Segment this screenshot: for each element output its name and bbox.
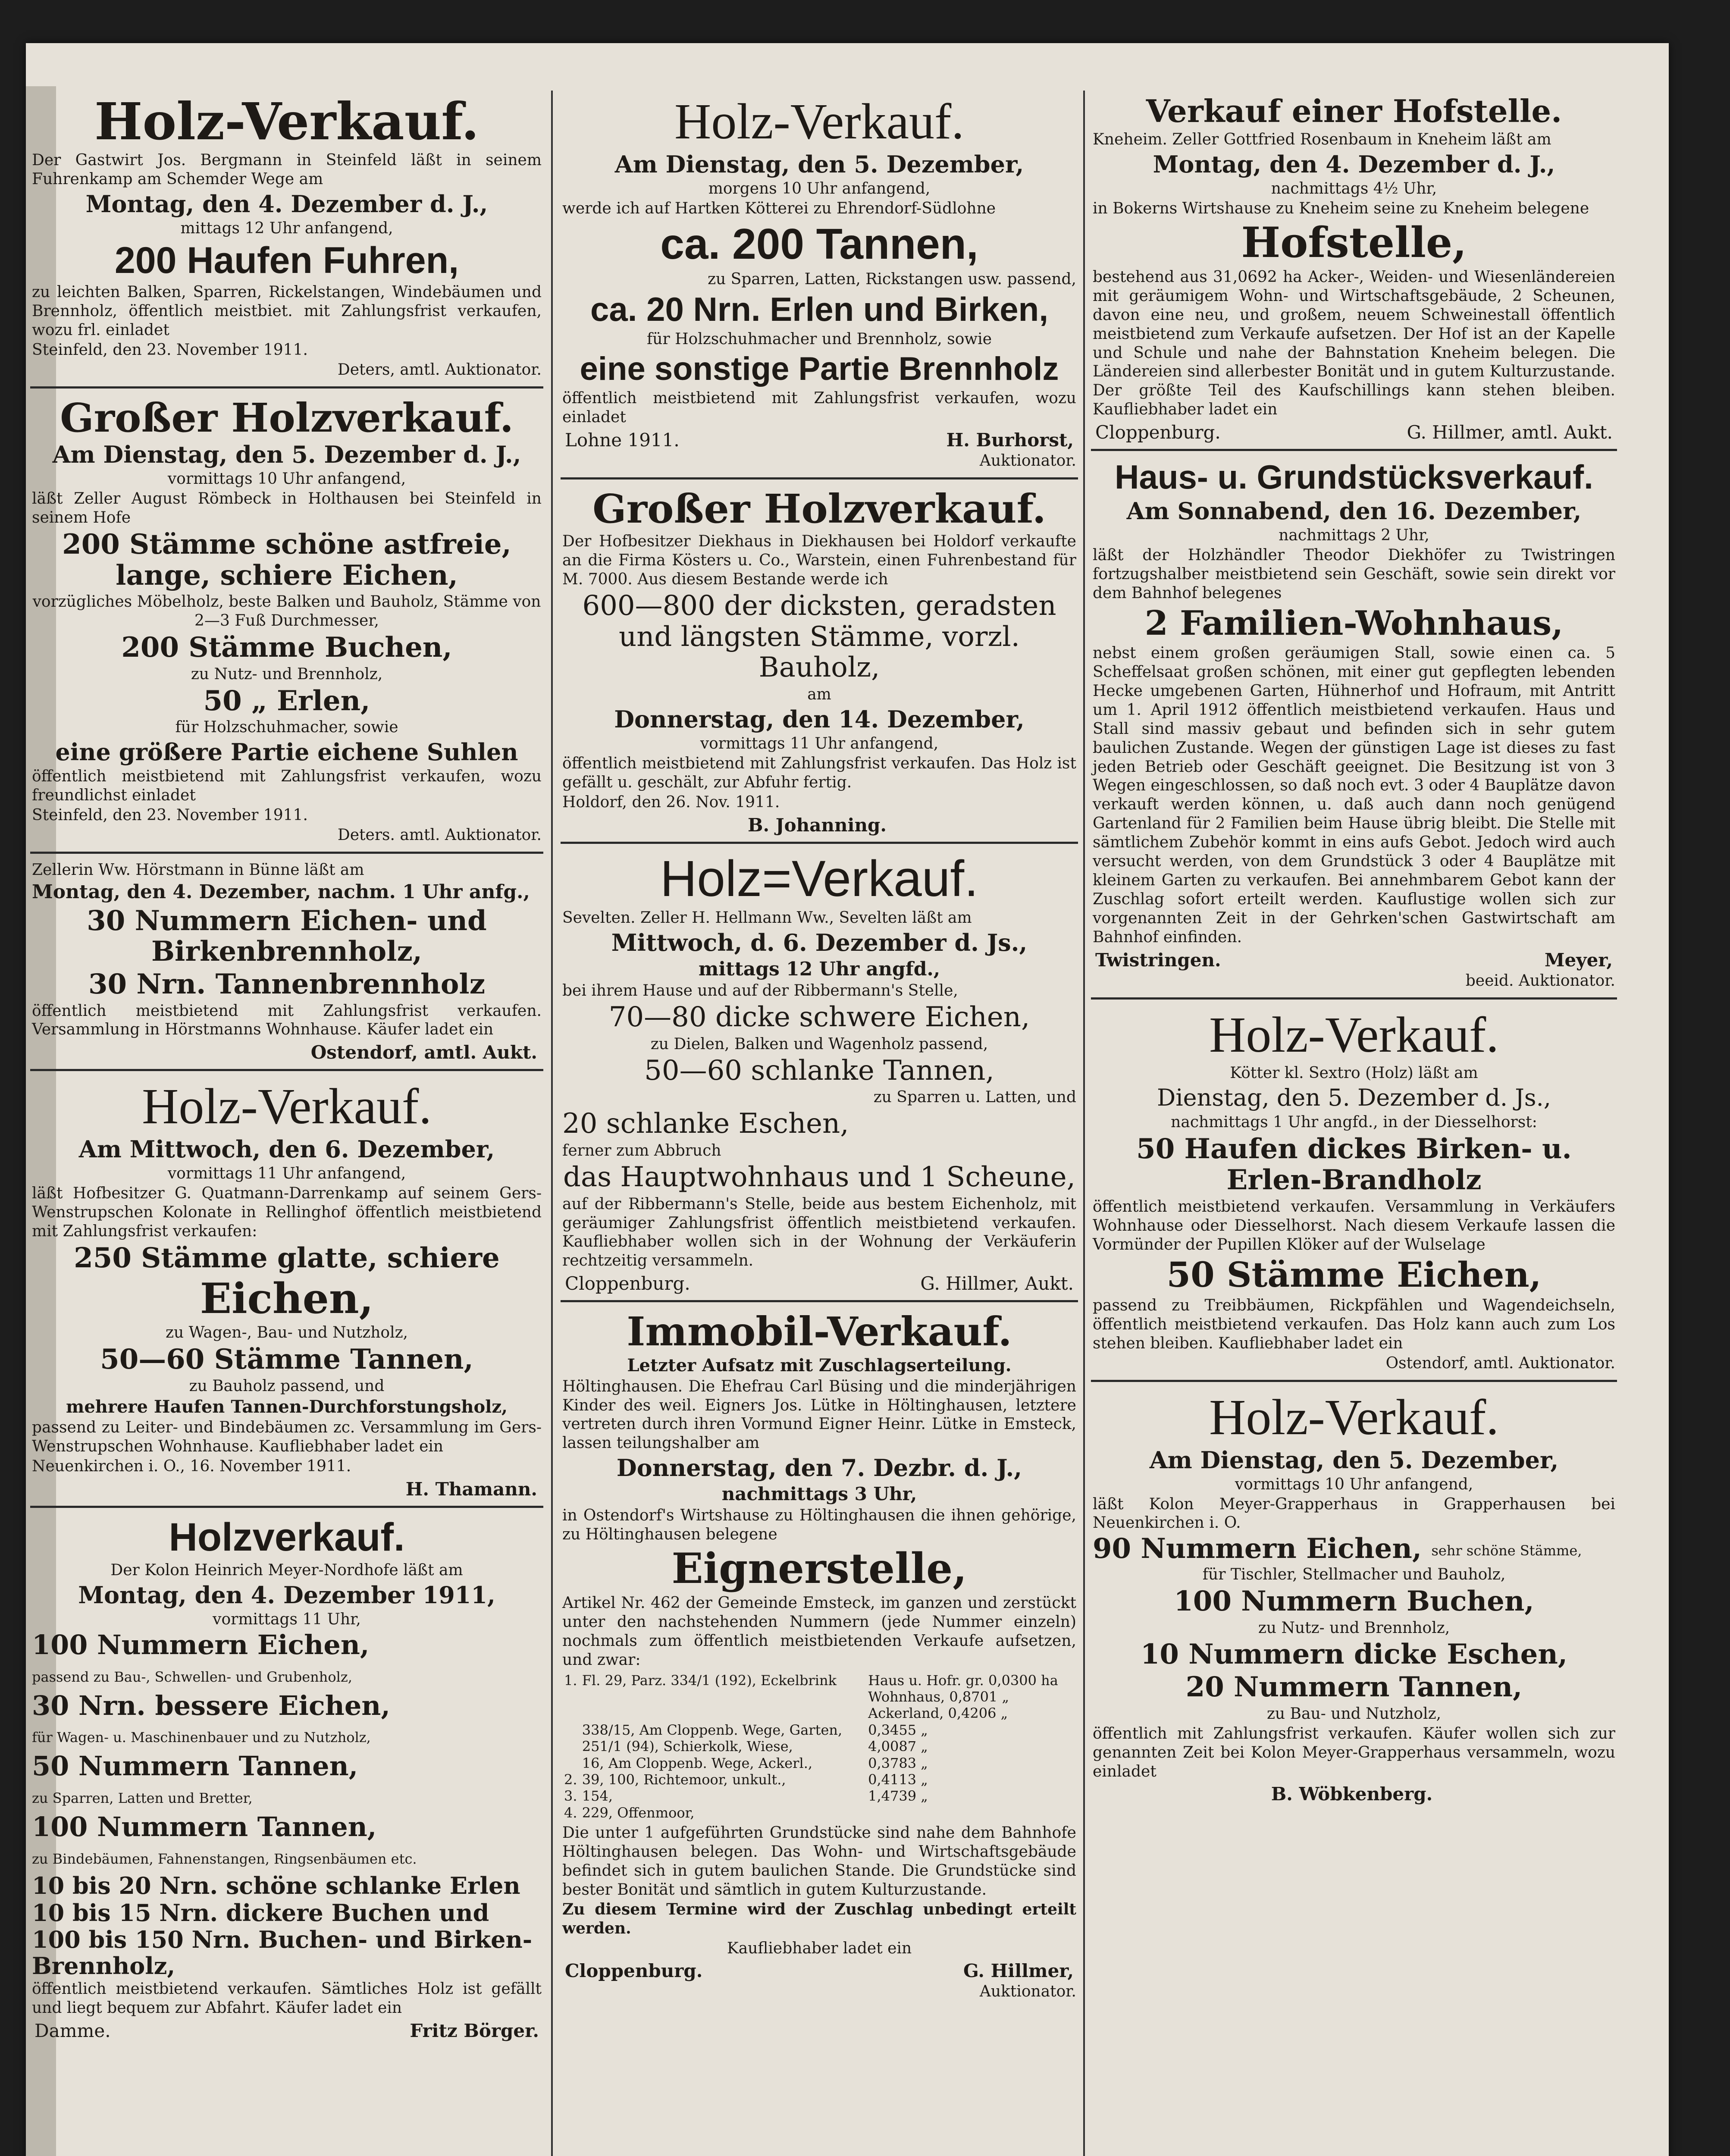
ad-headline: ca. 20 Nrn. Erlen und Birken, [590, 290, 1048, 328]
ad-signature: B. Wöbkenberg. [1271, 1783, 1433, 1805]
ad-time: vormittags 10 Uhr anfangend, [167, 470, 406, 488]
ad-item: 50 Haufen dickes Birken- u. Erlen-Brandholz [1136, 1133, 1572, 1197]
parcel-table [562, 1672, 1076, 1821]
ad-signature-row [565, 1273, 1074, 1294]
ad-body: bestehend aus 31,0692 ha Acker-, Weiden- und Wiesenländereien mit geräumigem Wohn- und Wirtschaftsgebäude, 2 Scheunen, davon eine neu, und großem, neuem Schweinestall öffentlich meistbietend zum Verkaufe aufsetzen. Der Hof ist an der Kapelle und Schule und nahe der Bahnstation Kneheim belegen. Die Ländereien sind allerbester Bonität und in gutem Kulturzustande. Der größte Teil des Kaufschillings kann stehen bleiben. Kaufliebhaber ladet ein [1093, 268, 1615, 419]
ad-time: vormittags 11 Uhr anfangend, [167, 1165, 406, 1183]
ad-time: nachmittags 1 Uhr angfd., in der Diesselhorst: [1171, 1113, 1537, 1131]
column-left [30, 91, 543, 2156]
ad-intro: läßt Hofbesitzer G. Quatmann-Darrenkamp auf seinem Gers-Wenstrupschen Kolonate in Rellinghof öffentlich meistbietend mit Zahlungsfrist verkaufen: [32, 1185, 542, 1241]
ad-emphasis: Zu diesem Termine wird der Zuschlag unbedingt erteilt werden. [562, 1900, 1076, 1937]
ad-body: Die unter 1 aufgeführten Grundstücke sind nahe dem Bahnhofe Höltinghausen belegen. Das Wohn- und Wirtschaftsgebäude befindet sich in gutem baulichen Stande. Die Grundstücke sind bester Bonität und sämtlich in gutem Kulturzustande. [562, 1824, 1076, 1899]
ad-headline: ca. 200 Tannen, [660, 219, 978, 268]
ad-title: Verkauf einer Hofstelle. [1146, 93, 1562, 129]
ad-title: Holz-Verkauf. [674, 93, 964, 150]
table-row: 251/1 (94), Schierkolk, Wiese, 4,0087 „ [582, 1738, 928, 1755]
ad-time: morgens 10 Uhr anfangend, [708, 179, 931, 197]
ad-signature: Meyer, [1544, 949, 1613, 971]
ad-signature: G. Hillmer, [963, 1960, 1074, 1982]
ad-verkauf-hofstelle [1091, 91, 1617, 451]
ad-signature: H. Burhorst, [946, 429, 1074, 451]
ad-title: Holz-Verkauf. [1209, 1388, 1499, 1445]
ad-time: nachmittags 2 Uhr, [1279, 526, 1429, 545]
ad-body: zu leichten Balken, Sparren, Rickelstangen, Windebäumen und Brennholz, öffentlich meistbiet. mit Zahlungsfrist verkaufen, wozu frl. einladet [32, 283, 542, 339]
ad-item-note: zu Sparren, Latten, Rickstangen usw. passend, [708, 270, 1076, 288]
ad-intro: bei ihrem Hause und auf der Ribbermann's Stelle, [562, 982, 958, 1000]
column-right [1091, 91, 1617, 2156]
ad-body: öffentlich meistbietend mit Zahlungsfrist verkaufen. Versammlung in Hörstmanns Wohnhause. Käufer ladet ein [32, 1002, 542, 1039]
ad-signature-row [565, 429, 1074, 451]
ad-intro: läßt der Holzhändler Theodor Diekhöfer zu Twistringen fortzugshalber meistbietend sein Geschäft, sowie sein direkt vor dem Bahnhof belegenes [1093, 546, 1615, 602]
ad-time: mittags 12 Uhr anfangend, [180, 219, 393, 237]
column-middle [561, 91, 1078, 2156]
ad-item-emphasis: Eichen, [200, 1274, 374, 1323]
ad-date: Montag, den 4. Dezember d. J., [1153, 150, 1555, 178]
ad-item-note: zu Dielen, Balken und Wagenholz passend, [650, 1035, 988, 1053]
ad-title: Immobil-Verkauf. [627, 1308, 1012, 1355]
ad-signature: Ostendorf, amtl. Auktionator. [1385, 1354, 1615, 1372]
table-row: Ackerland, 0,4206 „ [868, 1705, 1008, 1722]
ad-place: Cloppenburg. [1095, 422, 1221, 443]
ad-item: 30 Nrn. Tannenbrennholz [88, 968, 486, 1000]
table-row: Wohnhaus, 0,8701 „ [868, 1688, 1009, 1705]
ad-signature: Fritz Börger. [410, 2020, 539, 2041]
ad-place: Neuenkirchen i. O., 16. November 1911. [32, 1457, 351, 1476]
ad-item: 10 bis 20 Nrn. schöne schlanke Erlen [32, 1872, 520, 1900]
ad-time: nachmittags 4½ Uhr, [1271, 179, 1437, 197]
ad-body: nebst einem großen geräumigen Stall, sowie einen ca. 5 Scheffelsaat großen schönen, mit einer gut gepflegten lebenden Hecke umgebenen Garten, Hühnerhof und Hofraum, mit Antritt um 1. April 1912 öffentlich meistbietend verkaufen. Haus und Stall sind massiv gebaut und befinden sich in sehr gutem baulichen Zustande. Wegen der günstigen Lage ist dieses zu fast jeden Betrieb oder Geschäft geeignet. Die Besitzung ist von 3 Wegen eingeschlossen, so daß noch evt. 3 oder 4 Bauplätze davon verkauft werden können, u. daß auch dann noch genügend Gartenland für 2 Familien beim Hause übrig bleibt. Die Stelle mit sämtlichem Zubehör kommt in eins aufs Gebot. Jedoch wird auch versucht werden, von dem Grundstück 3 oder 4 Bauplätze mit kleinem Garten zu verkaufen. Bei annehmbarem Gebot kann der Zuschlag sofort erteilt werden. Kauflustige wollen sich zur vorgenannten Zeit in der Gehrken'schen Gastwirtschaft am Bahnhof einfinden. [1093, 644, 1615, 946]
ad-item-note: zu Nutz- und Brennholz, [1258, 1619, 1450, 1637]
table-row: 16, Am Cloppenb. Wege, Ackerl., 0,3783 „ [582, 1755, 928, 1771]
ad-date: Montag, den 4. Dezember 1911, [78, 1581, 495, 1609]
ad-intro: Höltinghausen. Die Ehefrau Carl Büsing und die minderjährigen Kinder des weil. Eigners Jos. Lütke in Höltinghausen, letztere vertreten durch ihren Vormund Eigner Heinr. Lütke in Emsteck, lassen teilungshalber am [562, 1377, 1076, 1452]
ad-headline: Hofstelle, [1241, 218, 1467, 267]
list-item: 50 Nummern Tannen, zu Sparren, Latten und Bretter, [32, 1750, 358, 1807]
ad-item: 50 Stämme Eichen, [1166, 1254, 1542, 1295]
ad-item: 20 schlanke Eschen, [562, 1108, 849, 1140]
ad-holz-verkauf-sextro [1091, 1004, 1617, 1382]
ad-place: Cloppenburg. [565, 1960, 703, 1982]
ad-title: Haus- u. Grundstücksverkauf. [1115, 458, 1593, 496]
ad-item-note: zu Bau- und Nutzholz, [1266, 1705, 1442, 1723]
ad-intro: Der Hofbesitzer Diekhaus in Diekhausen bei Holdorf verkaufte an die Firma Kösters u. Co., Warstein, einen Fuhrenbestand für M. 7000. Aus diesem Bestande werde ich [562, 533, 1076, 589]
ad-place: Twistringen. [1095, 949, 1221, 971]
ad-intro: werde ich auf Hartken Kötterei zu Ehrendorf-Südlohne [562, 199, 996, 217]
ad-item: 10 Nummern dicke Eschen, [1140, 1638, 1568, 1671]
ad-date: Donnerstag, den 7. Dezbr. d. J., [616, 1454, 1022, 1482]
ad-item: 50 „ Erlen, [203, 684, 370, 717]
ad-item-note: für Holzschuhmacher, sowie [175, 718, 398, 736]
ad-body: öffentlich meistbietend verkaufen. Sämtliches Holz ist gefällt und liegt bequem zur Abfahrt. Käufer ladet ein [32, 1980, 542, 2017]
ad-signature: G. Hillmer, Aukt. [920, 1273, 1074, 1294]
ad-signature: B. Johanning. [748, 814, 887, 836]
ad-date: Dienstag, den 5. Dezember d. Js., [1157, 1084, 1551, 1112]
ad-grosser-holzverkauf-diekhaus [561, 484, 1078, 844]
ad-item: 600—800 der dicksten, geradsten und längsten Stämme, vorzl. Bauholz, [582, 590, 1056, 684]
ad-haus-grundstuecksverkauf [1091, 455, 1617, 999]
ad-item: 100 Nummern Buchen, [1174, 1585, 1534, 1617]
ad-date: Montag, den 4. Dezember, nachm. 1 Uhr anfg., [32, 881, 530, 903]
ad-title: Holz-Verkauf. [142, 1078, 432, 1135]
ad-item-note: für Tischler, Stellmacher und Bauholz, [1202, 1566, 1506, 1583]
list-item: 100 Nummern Tannen, zu Bindebäumen, Fahnenstangen, Ringsenbäumen etc. [32, 1811, 417, 1868]
ad-intro: Kötter kl. Sextro (Holz) läßt am [1230, 1064, 1478, 1082]
ad-title: Holz-Verkauf. [94, 91, 480, 151]
ad-title: Großer Holzverkauf. [60, 394, 514, 441]
column-rule [1083, 91, 1085, 2156]
ad-place: Steinfeld, den 23. November 1911. [32, 806, 308, 824]
list-item: 100 Nummern Eichen, passend zu Bau-, Schwellen- und Grubenholz, [32, 1629, 370, 1685]
ad-item-note: zu Nutz- und Brennholz, [191, 665, 383, 683]
ad-date: Am Dienstag, den 5. Dezember d. J., [52, 441, 521, 469]
ad-item-list [32, 1630, 542, 1872]
ad-signature-row [1095, 950, 1613, 971]
ad-intro: Kneheim. Zeller Gottfried Rosenbaum in Kneheim läßt am [1093, 130, 1551, 148]
ad-item: 50—60 schlanke Tannen, [644, 1054, 994, 1087]
ad-signature: H. Thamann. [405, 1479, 537, 1500]
ad-item: 100 bis 150 Nrn. Buchen- und Birken-Brennholz, [32, 1926, 533, 1980]
ad-immobil-verkauf [561, 1307, 1078, 2008]
ad-time: mittags 12 Uhr angfd., [698, 958, 940, 980]
ad-title: Großer Holzverkauf. [592, 485, 1046, 532]
ad-signature-row [565, 1960, 1074, 1981]
ad-intro: Der Gastwirt Jos. Bergmann in Steinfeld läßt in seinem Fuhrenkamp am Schemder Wege am [32, 151, 542, 188]
ad-item: 200 Stämme schöne astfreie, lange, schiere Eichen, [62, 528, 511, 592]
ad-intro: in Ostendorf's Wirtshause zu Höltinghausen die ihnen gehörige, zu Höltinghausen belegene [562, 1506, 1076, 1543]
ad-signature: G. Hillmer, amtl. Aukt. [1407, 422, 1613, 443]
ad-time: vormittags 11 Uhr anfangend, [700, 735, 939, 753]
ad-title: Holzverkauf. [169, 1515, 405, 1560]
ad-signature-title: beeid. Auktionator. [1465, 971, 1615, 990]
ad-body: passend zu Treibbäumen, Rickpfählen und Wagendeichseln, öffentlich meistbietend verkaufen. Das Holz kann auch zum Los stehen bleiben. Kaufliebhaber ladet ein [1093, 1297, 1615, 1352]
table-row: 1. Fl. 29, Parz. 334/1 (192), Eckelbrink Haus u. Hofr. gr. 0,0300 ha [564, 1672, 1058, 1689]
ad-time: vormittags 10 Uhr anfangend, [1235, 1475, 1473, 1493]
ad-body: passend zu Leiter- und Bindebäumen zc. Versammlung im Gers-Wenstrupschen Wohnhause. Kaufliebhaber ladet ein [32, 1419, 542, 1456]
ad-item-note: ferner zum Abbruch [562, 1142, 721, 1160]
ad-signature: Deters, amtl. Auktionator. [337, 360, 542, 379]
ad-date: Am Sonnabend, den 16. Dezember, [1126, 497, 1582, 525]
ad-item: 70—80 dicke schwere Eichen, [608, 1001, 1030, 1034]
ad-body: öffentlich meistbietend verkaufen. Versammlung in Verkäufers Wohnhause oder Diesselhorst. Nach diesem Verkaufe lassen die Vormünder der Pupillen Klöker auf der Wulselage [1093, 1197, 1615, 1253]
ad-intro: Zellerin Ww. Hörstmann in Bünne läßt am [32, 861, 364, 879]
ad-date: Am Dienstag, den 5. Dezember, [1149, 1446, 1559, 1474]
ad-headline: eine sonstige Partie Brennholz [580, 350, 1059, 387]
ad-date: Mittwoch, d. 6. Dezember d. Js., [611, 928, 1028, 956]
ad-headline: 200 Haufen Fuhren, [114, 239, 459, 281]
ad-holz-verkauf-burhorst [561, 91, 1078, 479]
ad-hoerstmann [30, 858, 543, 1071]
ad-item: mehrere Haufen Tannen-Durchforstungsholz, [66, 1396, 508, 1417]
ad-item-note: vorzügliches Möbelholz, beste Balken und Bauholz, Stämme von 2—3 Fuß Durchmesser, [32, 593, 541, 630]
ad-item: 200 Stämme Buchen, [121, 631, 452, 664]
ad-body: Kaufliebhaber ladet ein [727, 1939, 912, 1957]
ad-item: 90 Nummern Eichen, sehr schöne Stämme, [1093, 1532, 1582, 1565]
ad-item-note: für Holzschuhmacher und Brennholz, sowie [646, 330, 992, 348]
ad-time: vormittags 11 Uhr, [213, 1610, 361, 1628]
ad-item: das Hauptwohnhaus und 1 Scheune, [563, 1161, 1075, 1193]
ad-intro: in Bokerns Wirtshause zu Kneheim seine zu Kneheim belegene [1093, 199, 1589, 217]
ad-item-note: zu Sparren u. Latten, und [873, 1088, 1076, 1106]
ad-headline: Eignerstelle, [671, 1544, 967, 1593]
ad-holz-verkauf-bergmann [30, 91, 543, 389]
ad-intro: läßt Zeller August Römbeck in Holthausen bei Steinfeld in seinem Hofe [32, 490, 542, 527]
ad-item: 10 bis 15 Nrn. dickere Buchen und [32, 1899, 489, 1927]
ad-grosser-holzverkauf-roembeck [30, 393, 543, 854]
ad-subtitle: Letzter Aufsatz mit Zuschlagserteilung. [627, 1355, 1012, 1376]
ad-date: Am Mittwoch, den 6. Dezember, [78, 1135, 495, 1163]
ad-signature: Deters. amtl. Auktionator. [337, 826, 542, 844]
ad-intro: Der Kolon Heinrich Meyer-Nordhofe läßt am [110, 1561, 463, 1579]
ad-signature-row [1095, 422, 1613, 443]
ad-item: 30 Nummern Eichen- und Birkenbrennholz, [87, 904, 487, 968]
ad-intro: läßt Kolon Meyer-Grapperhaus in Grapperhausen bei Neuenkirchen i. O. [1093, 1495, 1615, 1532]
ad-body: öffentlich meistbietend mit Zahlungsfrist verkaufen, wozu einladet [562, 389, 1076, 426]
table-row: 3. 154, 1,4739 „ [564, 1788, 928, 1805]
ad-holz-verkauf-grapperhaus [1091, 1386, 1617, 1811]
ad-signature-row [34, 2020, 539, 2041]
table-row: 2. 39, 100, Richtemoor, unkult., 0,4113 „ [564, 1771, 928, 1788]
ad-place: Lohne 1911. [565, 429, 680, 451]
ad-item-note: zu Bauholz passend, und [189, 1377, 385, 1395]
ad-headline: 2 Familien-Wohnhaus, [1144, 603, 1564, 643]
ad-time: nachmittags 3 Uhr, [721, 1483, 917, 1505]
ad-date: Am Dienstag, den 5. Dezember, [614, 150, 1024, 178]
ad-holzverkauf-meyer-nordhofe [30, 1512, 543, 2047]
ad-title: Holz=Verkauf. [660, 850, 978, 907]
ad-body: öffentlich mit Zahlungsfrist verkaufen. Käufer wollen sich zur genannten Zeit bei Kolon Meyer-Grapperhaus versammeln, wozu einladet [1093, 1724, 1615, 1780]
ad-place: Steinfeld, den 23. November 1911. [32, 341, 308, 359]
ad-body: auf der Ribbermann's Stelle, beide aus bestem Eichenholz, mit geräumiger Zahlungsfrist öffentlich meistbietend verkaufen. Kaufliebhaber wollen sich in der Wohnung der Verkäuferin rechtzeitig versammeln. [562, 1195, 1076, 1270]
table-row: 338/15, Am Cloppenb. Wege, Garten, 0,3455 „ [582, 1721, 928, 1738]
ad-date: Montag, den 4. Dezember d. J., [85, 190, 488, 218]
newspaper-page [26, 43, 1669, 2156]
ad-signature-title: Auktionator. [979, 451, 1076, 470]
ad-date: Donnerstag, den 14. Dezember, [614, 705, 1025, 733]
ad-place: Cloppenburg. [565, 1273, 690, 1294]
ad-place: Damme. [34, 2020, 111, 2041]
ad-intro: Artikel Nr. 462 der Gemeinde Emsteck, im ganzen und zerstückt unter den nachstehenden Nummern (jede Nummer einzeln) nochmals zum öffentlich meistbietenden Verkaufe aufsetzen, und zwar: [562, 1594, 1076, 1669]
ad-place: Holdorf, den 26. Nov. 1911. [562, 793, 780, 811]
ad-item: 20 Nummern Tannen, [1185, 1671, 1523, 1704]
ad-signature: Ostendorf, amtl. Aukt. [310, 1042, 537, 1063]
ad-item: 50—60 Stämme Tannen, [100, 1343, 473, 1376]
ad-word: am [807, 686, 831, 704]
ad-body: öffentlich meistbietend mit Zahlungsfrist verkaufen. Das Holz ist gefällt u. geschält, zur Abfuhr fertig. [562, 755, 1076, 791]
ad-signature-title: Auktionator. [979, 1983, 1076, 2001]
ad-holz-verkauf-hellmann [561, 848, 1078, 1303]
ad-holz-verkauf-quatmann [30, 1075, 543, 1508]
column-rule [551, 91, 553, 2156]
ad-intro: Sevelten. Zeller H. Hellmann Ww., Sevelten läßt am [562, 909, 972, 927]
ad-item-note: zu Wagen-, Bau- und Nutzholz, [166, 1324, 408, 1342]
list-item: 30 Nrn. bessere Eichen, für Wagen- u. Maschinenbauer und zu Nutzholz, [32, 1689, 390, 1746]
ad-title: Holz-Verkauf. [1209, 1006, 1499, 1063]
ad-item: eine größere Partie eichene Suhlen [55, 738, 518, 766]
ad-body: öffentlich meistbietend mit Zahlungsfrist verkaufen, wozu freundlichst einladet [32, 768, 542, 805]
ad-item: 250 Stämme glatte, schiere [74, 1242, 500, 1274]
table-row: 4. 229, Offenmoor, [564, 1804, 695, 1821]
